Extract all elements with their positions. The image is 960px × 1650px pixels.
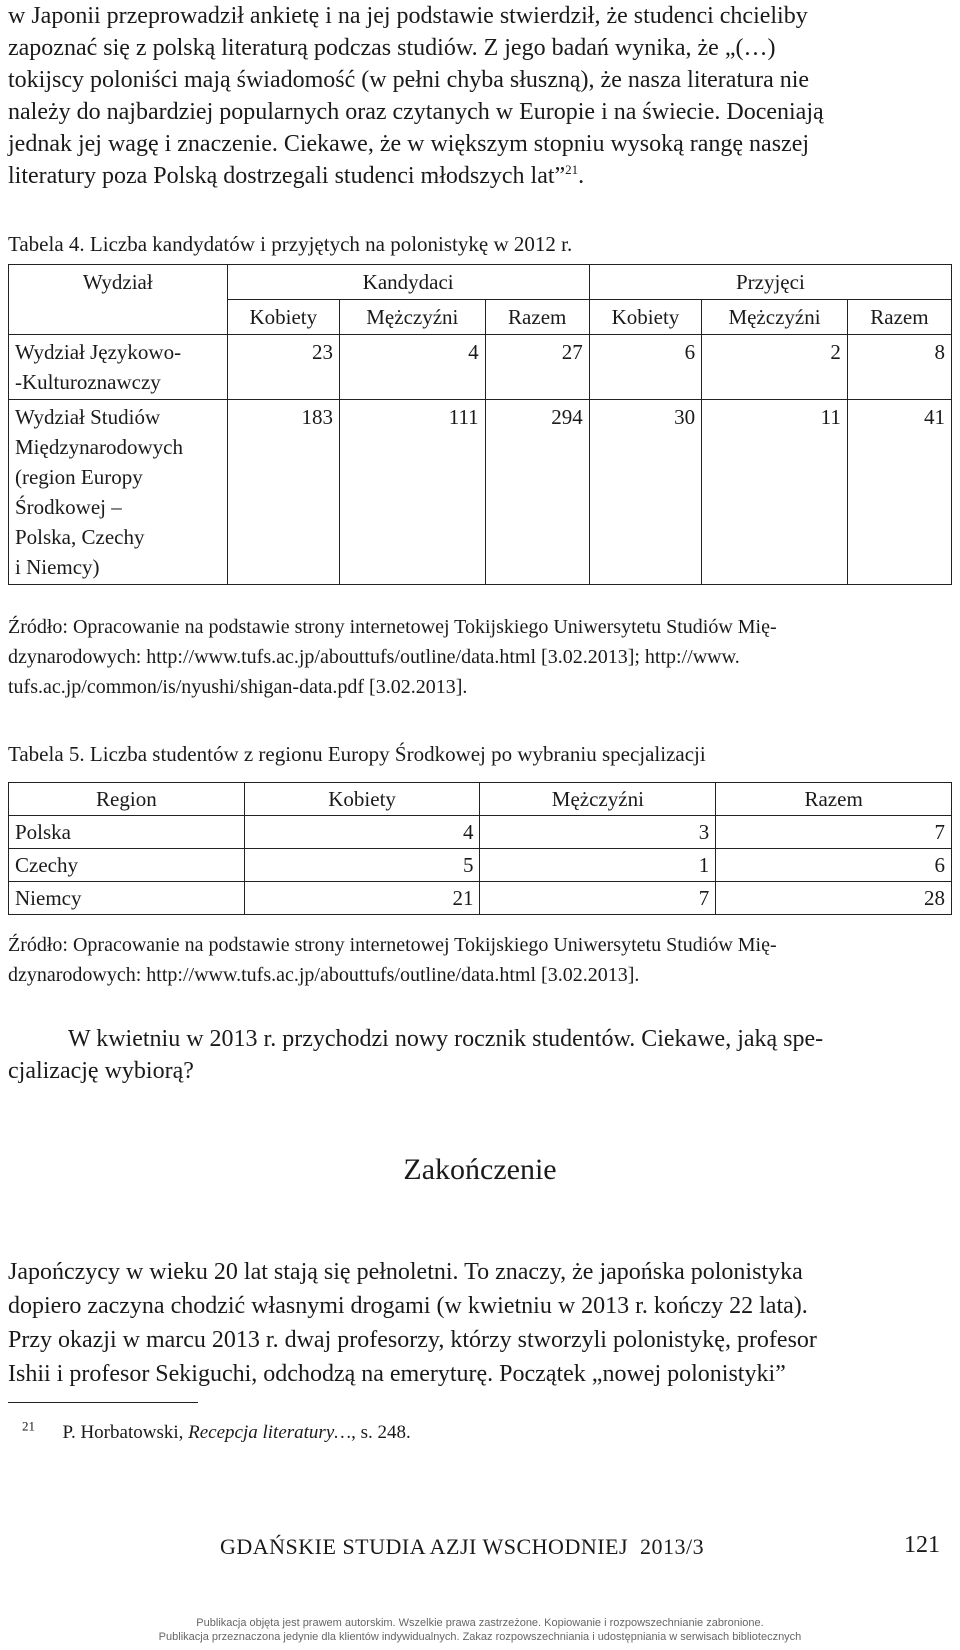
text-line: W kwietniu w 2013 r. przychodzi nowy rocznik studentów. Ciekawe, jaką spe- (68, 1026, 824, 1052)
text-line: jednak jej wagę i znaczenie. Ciekawe, że w większym stopniu wysoką rangę naszej (8, 131, 810, 157)
section-heading: Zakończenie (403, 1153, 557, 1186)
cell-line: Wydział Studiów (15, 405, 161, 429)
table-cell-region: Czechy (9, 849, 245, 882)
table-subheader: Kobiety (589, 300, 701, 335)
table4 (8, 264, 952, 585)
table-row (9, 849, 952, 882)
table5-source (8, 930, 952, 990)
table5-caption: Tabela 5. Liczba studentów z regionu Europy Środkowej po wybraniu specjalizacji (8, 742, 706, 766)
footnote-rule (8, 1402, 198, 1403)
table-header-wydzial: Wydział (9, 265, 228, 335)
cell-line: Międzynarodowych (15, 435, 183, 459)
page-number: 121 (904, 1532, 940, 1558)
paragraph (8, 1255, 952, 1391)
table-cell-name (9, 335, 228, 400)
table-header: Razem (716, 783, 952, 816)
cell-line: -Kulturoznawczy (15, 370, 161, 394)
footnote (22, 1418, 411, 1444)
table-row (9, 882, 952, 915)
table-cell: 1 (480, 849, 716, 882)
table-cell: 7 (716, 816, 952, 849)
table-header-przyjeci: Przyjęci (589, 265, 951, 300)
table-cell: 23 (227, 335, 339, 400)
text-line: Ishii i profesor Sekiguchi, odchodzą na emeryturę. Początek „nowej polonistyki” (8, 1361, 786, 1387)
source-line: Źródło: Opracowanie na podstawie strony internetowej Tokijskiego Uniwersytetu Studiów Mię- (8, 616, 777, 638)
footnote-pages: , s. 248. (351, 1422, 411, 1443)
table-cell: 7 (480, 882, 716, 915)
copyright-line: Publikacja objęta jest prawem autorskim. Wszelkie prawa zastrzeżone. Kopiowanie i rozpowszechnianie zabronione. (196, 1617, 764, 1629)
text-line: tokijscy poloniści mają świadomość (w pełni chyba słuszną), że nasza literatura nie (8, 67, 810, 93)
table-cell: 6 (716, 849, 952, 882)
text-line (8, 160, 952, 192)
text-line: należy do najbardziej popularnych oraz czytanych w Europie i na świecie. Doceniają (8, 99, 824, 125)
table-row (9, 400, 952, 585)
table-subheader: Razem (485, 300, 589, 335)
table-cell: 6 (589, 335, 701, 400)
source-line: Źródło: Opracowanie na podstawie strony internetowej Tokijskiego Uniwersytetu Studiów Mię- (8, 934, 777, 956)
copyright-line: Publikacja przeznaczona jedynie dla klientów indywidualnych. Zakaz rozpowszechniania i udostępniania w serwisach bibliotecznych (158, 1631, 802, 1643)
table-cell: 8 (847, 335, 951, 400)
table-subheader: Mężczyźni (702, 300, 848, 335)
footnote-author: P. Horbatowski, (62, 1422, 189, 1443)
cell-line: Polska, Czechy (15, 525, 145, 549)
table4-source (8, 612, 952, 702)
table-cell: 5 (244, 849, 480, 882)
table-subheader: Mężczyźni (339, 300, 485, 335)
table-row (9, 335, 952, 400)
source-line: dzynarodowych: http://www.tufs.ac.jp/abouttufs/outline/data.html [3.02.2013]. (8, 964, 640, 986)
cell-line: i Niemcy) (15, 555, 100, 579)
text-line: zapoznać się z polską literaturą podczas studiów. Z jego badań wynika, że „(…) (8, 35, 776, 61)
footnote-title: Recepcja literatury… (188, 1422, 352, 1443)
table-subheader: Razem (847, 300, 951, 335)
cell-line: Środkowej – (15, 495, 122, 519)
footnote-number: 21 (22, 1418, 35, 1434)
text-fragment: . (578, 163, 585, 189)
table-cell: 2 (702, 335, 848, 400)
cell-line: Wydział Językowo- (15, 340, 182, 364)
paragraph (8, 1023, 952, 1087)
table-cell-region: Polska (9, 816, 245, 849)
table-cell: 4 (244, 816, 480, 849)
text-line: Japończycy w wieku 20 lat stają się pełnoletni. To znaczy, że japońska polonistyka (8, 1259, 803, 1285)
table-cell-region: Niemcy (9, 882, 245, 915)
table-cell: 30 (589, 400, 701, 585)
source-line: dzynarodowych: http://www.tufs.ac.jp/abouttufs/outline/data.html [3.02.2013]; http://www. (8, 646, 740, 668)
footnote-ref[interactable]: 21 (565, 162, 579, 177)
table-row (9, 816, 952, 849)
table-header: Mężczyźni (480, 783, 716, 816)
table-cell: 28 (716, 882, 952, 915)
source-line: tufs.ac.jp/common/is/nyushi/shigan-data.pdf [3.02.2013]. (8, 676, 468, 698)
intro-paragraph (8, 0, 952, 192)
table-cell: 27 (485, 335, 589, 400)
text-line: cjalizację wybiorą? (8, 1058, 194, 1084)
table-header: Region (9, 783, 245, 816)
copyright-notice (8, 1616, 952, 1644)
table-subheader: Kobiety (227, 300, 339, 335)
table-header: Kobiety (244, 783, 480, 816)
table-cell: 21 (244, 882, 480, 915)
table-cell: 294 (485, 400, 589, 585)
table-cell: 183 (227, 400, 339, 585)
cell-line: (region Europy (15, 465, 143, 489)
table-cell: 41 (847, 400, 951, 585)
text-line: Przy okazji w marcu 2013 r. dwaj profesorzy, którzy stworzyli polonistykę, profesor (8, 1327, 817, 1353)
table-cell: 11 (702, 400, 848, 585)
text-line: dopiero zaczyna chodzić własnymi drogami (w kwietniu w 2013 r. kończy 22 lata). (8, 1293, 808, 1319)
table-header-kandydaci: Kandydaci (227, 265, 589, 300)
table-cell-name (9, 400, 228, 585)
table-cell: 4 (339, 335, 485, 400)
table-cell: 111 (339, 400, 485, 585)
table5 (8, 782, 952, 915)
table-cell: 3 (480, 816, 716, 849)
text-line: w Japonii przeprowadził ankietę i na jej podstawie stwierdził, że studenci chcieliby (8, 3, 808, 29)
running-footer: GDAŃSKIE STUDIA AZJI WSCHODNIEJ 2013/3 (220, 1534, 705, 1559)
text-fragment: literatury poza Polską dostrzegali studenci młodszych lat” (8, 163, 566, 189)
table4-caption: Tabela 4. Liczba kandydatów i przyjętych na polonistykę w 2012 r. (8, 232, 573, 256)
